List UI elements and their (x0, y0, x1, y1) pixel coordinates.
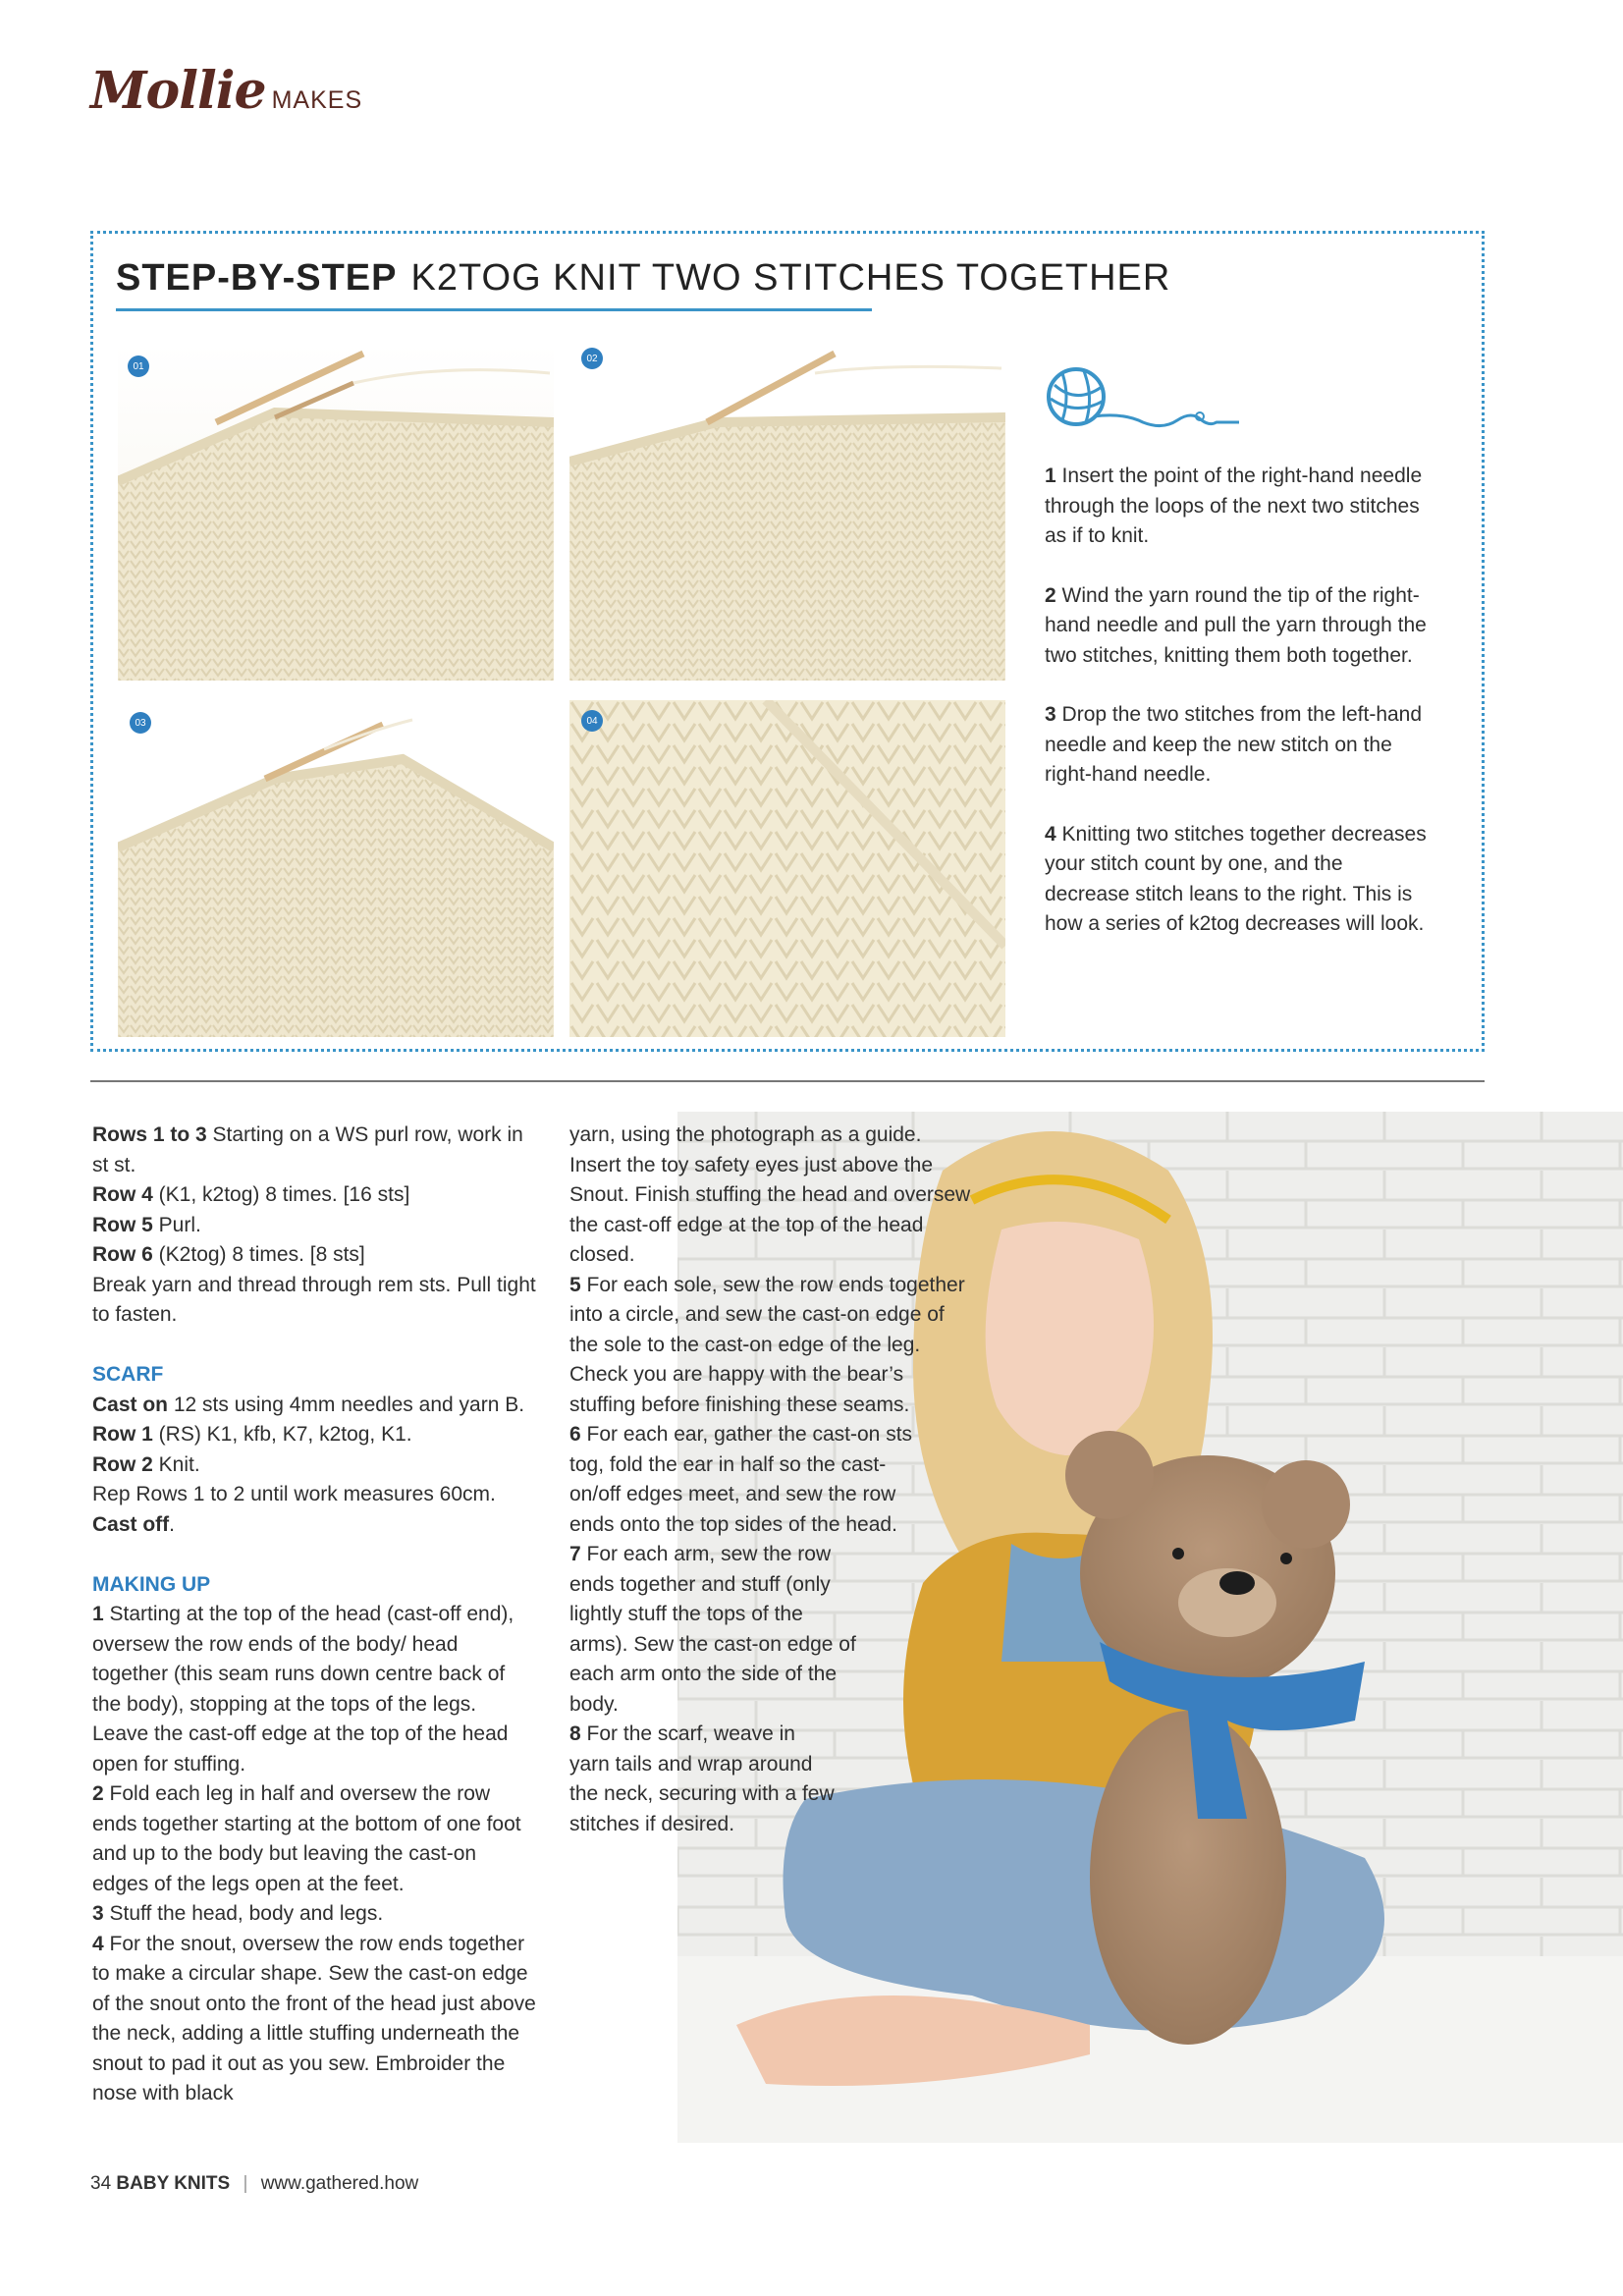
step-photo-1 (118, 344, 554, 681)
pattern-text: Rep Rows 1 to 2 until work measures 60cm. (92, 1483, 496, 1505)
page-footer (90, 2173, 418, 2195)
pattern-row: Cast on 12 sts using 4mm needles and yarn B. (92, 1393, 525, 1416)
step-photo-2 (569, 344, 1005, 681)
pattern-text: Break yarn and thread through rem sts. Pull tight to fasten. (92, 1273, 536, 1326)
step-instructions (1045, 462, 1428, 969)
making-up-step: 8 For the scarf, weave in yarn tails and wrap around the neck, securing with a few stitches if desired. (569, 1722, 835, 1835)
step-number-badge: 03 (130, 712, 151, 734)
pattern-row: Rows 1 to 3 Starting on a WS purl row, work in st st. (92, 1123, 523, 1176)
step-4: 4 Knitting two stitches together decreases your stitch count by one, and the decrease stitch leans to the right. This is how a series of k2tog decreases will look. (1045, 822, 1427, 935)
page-number: 34 (90, 2173, 112, 2194)
step-number-badge: 02 (581, 348, 603, 369)
making-up-step: 5 For each sole, sew the row ends together into a circle, and sew the cast-on edge of the sole to the cast-on edge of the leg. Check you are happy with the bear’s stuffing before finishing these seams. (569, 1273, 965, 1416)
left-column (92, 1121, 536, 2109)
step-2: 2 Wind the yarn round the tip of the right-hand needle and pull the yarn through the two stitches, knitting them both together. (1045, 583, 1427, 667)
footer-separator: | (243, 2173, 248, 2194)
pattern-row: Row 5 Purl. (92, 1213, 201, 1236)
step-photo-3 (118, 700, 554, 1037)
pattern-row: Cast off. (92, 1512, 176, 1536)
scarf-heading: SCARF (92, 1363, 164, 1386)
step-number-badge: 01 (128, 355, 149, 377)
pattern-row: Row 4 (K1, k2tog) 8 times. [16 sts] (92, 1183, 410, 1206)
website-link[interactable]: www.gathered.how (260, 2173, 419, 2194)
making-up-step: 2 Fold each leg in half and oversew the row ends together starting at the bottom of one foot and up to the body but leaving the cast-on edges of the legs open at the feet. (92, 1782, 521, 1895)
making-up-step: 4 For the snout, oversew the row ends together to make a circular shape. Sew the cast-on edge of the snout onto the front of the head just above the neck, adding a little stuffing underneath the snout to pad it out as you sew. Embroider the nose with black (92, 1932, 536, 2105)
step-photo-4 (569, 700, 1005, 1037)
brand-logo (90, 61, 362, 121)
section-divider (90, 1080, 1485, 1082)
making-up-step: 3 Stuff the head, body and legs. (92, 1902, 384, 1925)
step-3: 3 Drop the two stitches from the left-hand needle and keep the new stitch on the right-hand needle. (1045, 703, 1423, 786)
pattern-row: Row 2 Knit. (92, 1452, 200, 1476)
step-by-step-title: STEP-BY-STEP K2TOG KNIT TWO STITCHES TOGETHER (116, 257, 1171, 299)
pattern-row: Row 1 (RS) K1, kfb, K7, k2tog, K1. (92, 1423, 412, 1446)
step-number-badge: 04 (581, 710, 603, 732)
title-underline (116, 308, 872, 311)
magazine-title: BABY KNITS (116, 2173, 231, 2194)
making-up-step: 7 For each arm, sew the row ends together and stuff (only lightly stuff the tops of the arms). Sew the cast-on edge of each arm onto the side of the body. (569, 1543, 856, 1716)
step-1: 1 Insert the point of the right-hand needle through the loops of the next two stitches as if to knit. (1045, 465, 1423, 547)
yarn-ball-icon (1045, 365, 1241, 434)
making-up-heading: MAKING UP (92, 1572, 211, 1596)
middle-column (569, 1121, 974, 1839)
making-up-text: yarn, using the photograph as a guide. Insert the toy safety eyes just above the Snout. Finish stuffing the head and oversew the cast-off edge at the top of the head closed. (569, 1123, 971, 1266)
making-up-step: 6 For each ear, gather the cast-on sts tog, fold the ear in half so the cast-on/off edges meet, and sew the row ends onto the top sides of the head. (569, 1423, 913, 1536)
pattern-row: Row 6 (K2tog) 8 times. [8 sts] (92, 1243, 365, 1266)
logo-makes: MAKES (271, 86, 363, 114)
making-up-step: 1 Starting at the top of the head (cast-off end), oversew the row ends of the body/ head together (this seam runs down centre back of the body), stopping at the tops of the legs. Leave the cast-off edge at the top of the head open for stuffing. (92, 1603, 514, 1776)
logo-script: Mollie (90, 61, 266, 121)
